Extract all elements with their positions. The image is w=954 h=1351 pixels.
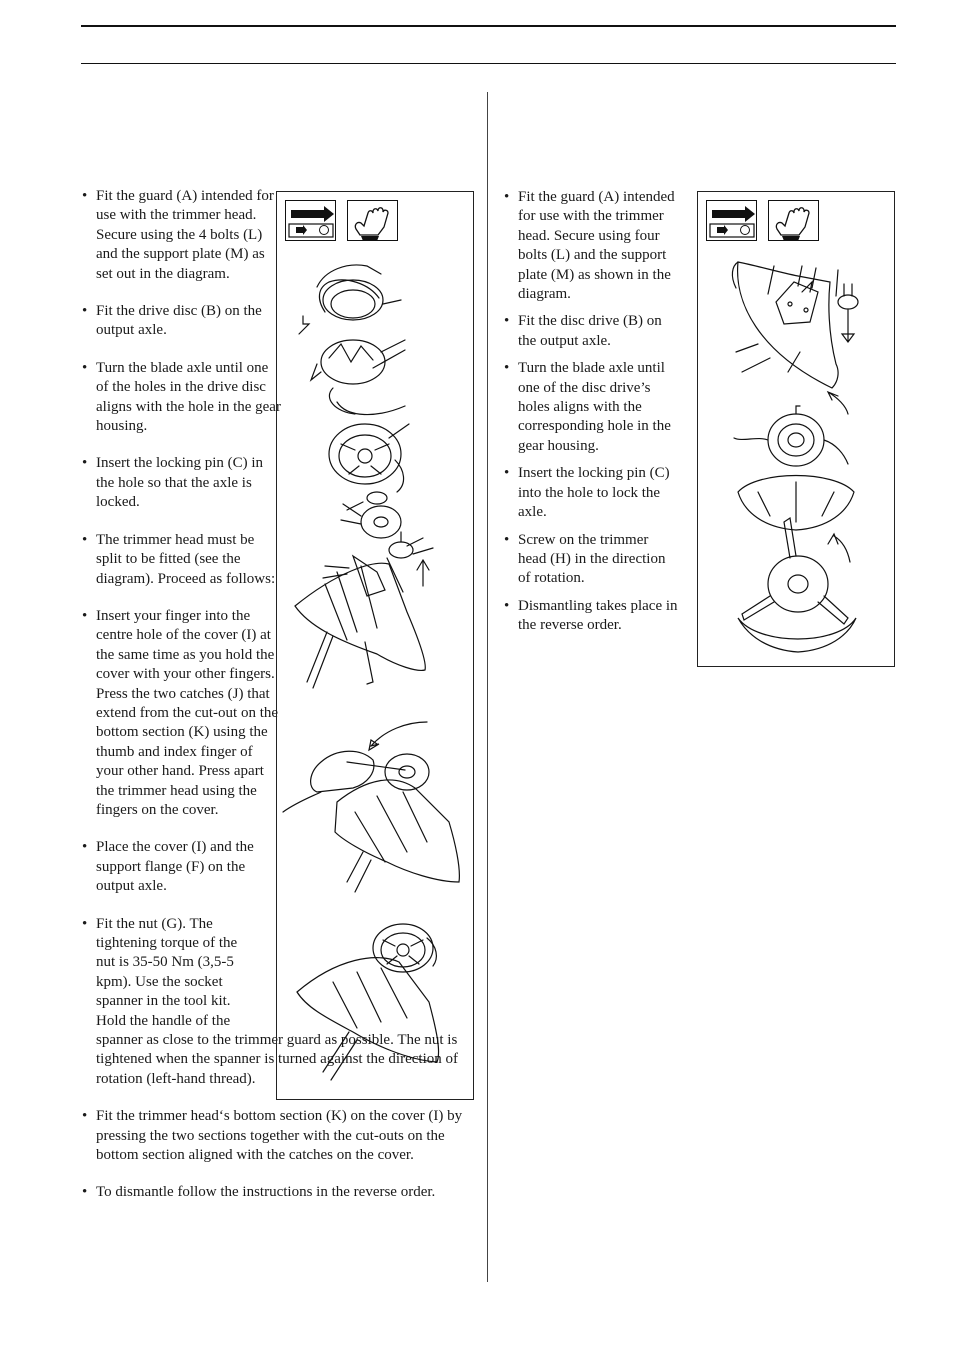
left-step-2: • Fit the drive disc (B) on the output axle.: [82, 302, 282, 341]
right-step-4: • Insert the locking pin (C) into the hole to lock the axle.: [504, 464, 679, 522]
left-step-9: • Fit the trimmer head‘s bottom section (K) on the cover (I) by pressing the two sections together with the cut-outs on the bottom section aligned with the catches on the cover.: [82, 1107, 466, 1165]
left-step-8: • Fit the nut (G). The tightening torque of the nut is 35-50 Nm (3,5-5 kpm). Use the socket spanner in the tool kit. Hold the handle of the: [82, 915, 256, 1031]
column-divider: [487, 92, 488, 1282]
left-step-5: • The trimmer head must be split to be fitted (see the diagram). Proceed as follows:: [82, 531, 282, 589]
trimmer-head-drawing: [698, 192, 894, 666]
continuation-text: spanner as close to the trimmer guard as possible. The nut is tightened when the spanner is turned against the direction of rotation (left-hand thread).: [96, 1032, 458, 1087]
left-step-1: • Fit the guard (A) intended for use with the trimmer head. Secure using the 4 bolts (L) and the support plate (M) as set out in the diagram.: [82, 187, 282, 284]
left-step-4: • Insert the locking pin (C) in the hole so that the axle is locked.: [82, 454, 282, 512]
right-instructions: [504, 188, 679, 636]
trimmer-assembly-drawing: [277, 192, 473, 1099]
right-illustration-panel: [697, 191, 895, 667]
right-step-1: • Fit the guard (A) intended for use with the trimmer head. Secure using four bolts (L) and the support plate (M) as shown in the diagram.: [504, 188, 679, 304]
left-step-10: • To dismantle follow the instructions in the reverse order.: [82, 1183, 466, 1202]
left-step-6: • Insert your finger into the centre hole of the cover (I) at the same time as you hold the cover with your other fingers. Press the two catches (J) that extend from the cut-out on the bottom section (K) using the thumb and index finger of your other hand. Press apart the trimmer head using the fingers on the cover.: [82, 607, 282, 820]
right-step-5: • Screw on the trimmer head (H) in the direction of rotation.: [504, 531, 679, 589]
left-illustration-panel: [276, 191, 474, 1100]
header-subrule: [81, 63, 896, 64]
right-step-6: • Dismantling takes place in the reverse order.: [504, 597, 679, 636]
right-step-3: • Turn the blade axle until one of the disc drive’s holes aligns with the corresponding hole in the gear housing.: [504, 359, 679, 456]
left-step-7: • Place the cover (I) and the support flange (F) on the output axle.: [82, 838, 282, 896]
header-rule: [81, 25, 896, 27]
left-step-3: • Turn the blade axle until one of the holes in the drive disc aligns with the hole in the gear housing.: [82, 359, 282, 437]
right-step-2: • Fit the disc drive (B) on the output axle.: [504, 312, 679, 351]
